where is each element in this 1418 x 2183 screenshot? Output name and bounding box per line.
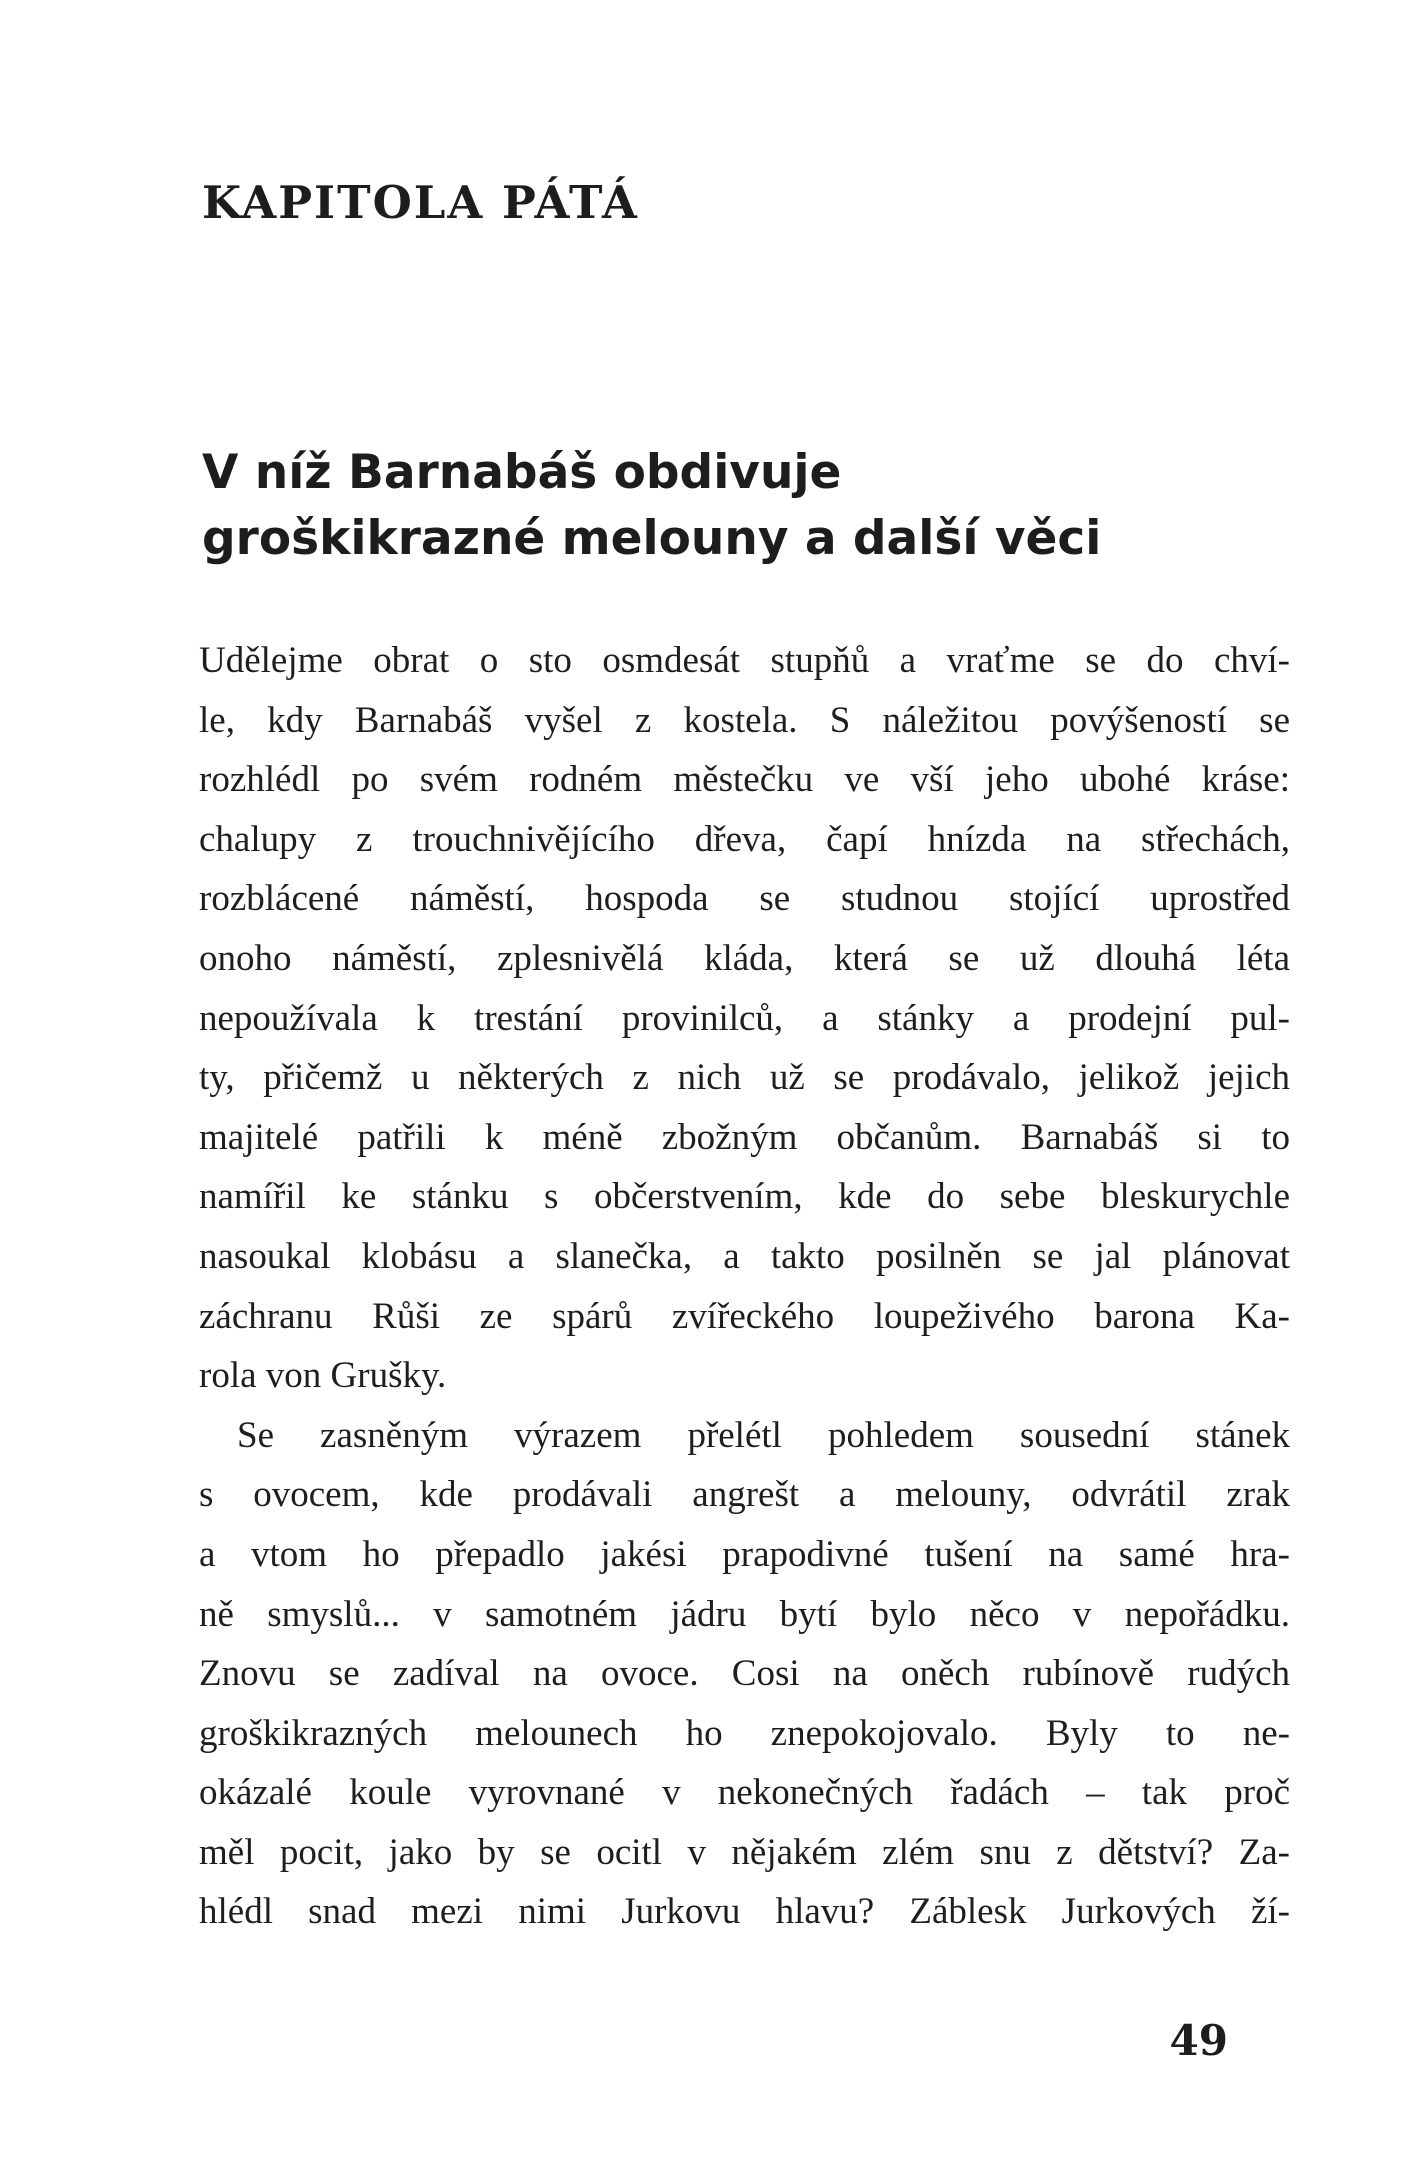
body-line: ty, přičemž u některých z nich už se prodávalo, jelikož jejich <box>199 1057 1290 1099</box>
body-line: Znovu se zadíval na ovoce. Cosi na oněch rubínově rudých <box>199 1653 1290 1695</box>
body-line: chalupy z trouchnivějícího dřeva, čapí hnízda na střechách, <box>199 818 1290 860</box>
page-number: 49 <box>1169 2016 1228 2065</box>
body-line-paragraph-end: rola von Grušky. <box>199 1355 447 1397</box>
body-line: okázalé koule vyrovnané v nekonečných řadách – tak proč <box>199 1772 1290 1814</box>
body-line: s ovocem, kde prodávali angrešt a melouny, odvrátil zrak <box>199 1474 1290 1516</box>
body-line: namířil ke stánku s občerstvením, kde do sebe bleskurychle <box>199 1176 1290 1218</box>
chapter-subtitle-line-2: groškikrazné melouny a další věci <box>202 511 1102 566</box>
body-line: a vtom ho přepadlo jakési prapodivné tušení na samé hra- <box>199 1533 1290 1575</box>
body-line: rozhlédl po svém rodném městečku ve vší jeho ubohé kráse: <box>199 759 1290 801</box>
body-line: ně smyslů... v samotném jádru bytí bylo něco v nepořádku. <box>199 1593 1290 1635</box>
chapter-heading: KAPITOLA PÁTÁ <box>202 176 639 230</box>
body-line: měl pocit, jako by se ocitl v nějakém zlém snu z dětství? Za- <box>199 1831 1290 1873</box>
body-line: Udělejme obrat o sto osmdesát stupňů a vraťme se do chví- <box>199 640 1290 681</box>
chapter-subtitle-line-1: V níž Barnabáš obdivuje <box>202 445 842 500</box>
chapter-subtitle <box>202 440 1101 572</box>
body-line: onoho náměstí, zplesnivělá kláda, která se už dlouhá léta <box>199 937 1290 979</box>
body-line-paragraph-start: Se zasněným výrazem přelétl pohledem sousední stánek <box>237 1414 1290 1456</box>
body-line: nasoukal klobásu a slanečka, a takto posilněn se jal plánovat <box>199 1235 1290 1277</box>
body-line: nepoužívala k trestání provinilců, a stánky a prodejní pul- <box>199 997 1290 1039</box>
body-line: záchranu Růši ze spárů zvířeckého loupeživého barona Ka- <box>199 1295 1290 1337</box>
body-line: hlédl snad mezi nimi Jurkovu hlavu? Záblesk Jurkových ží- <box>199 1891 1290 1933</box>
body-line: rozblácené náměstí, hospoda se studnou stojící uprostřed <box>199 878 1290 920</box>
body-line: le, kdy Barnabáš vyšel z kostela. S náležitou povýšeností se <box>199 699 1290 741</box>
body-line: majitelé patřili k méně zbožným občanům. Barnabáš si to <box>199 1116 1290 1158</box>
body-text <box>199 631 1290 1942</box>
body-line: groškikrazných melounech ho znepokojovalo. Byly to ne- <box>199 1712 1290 1754</box>
